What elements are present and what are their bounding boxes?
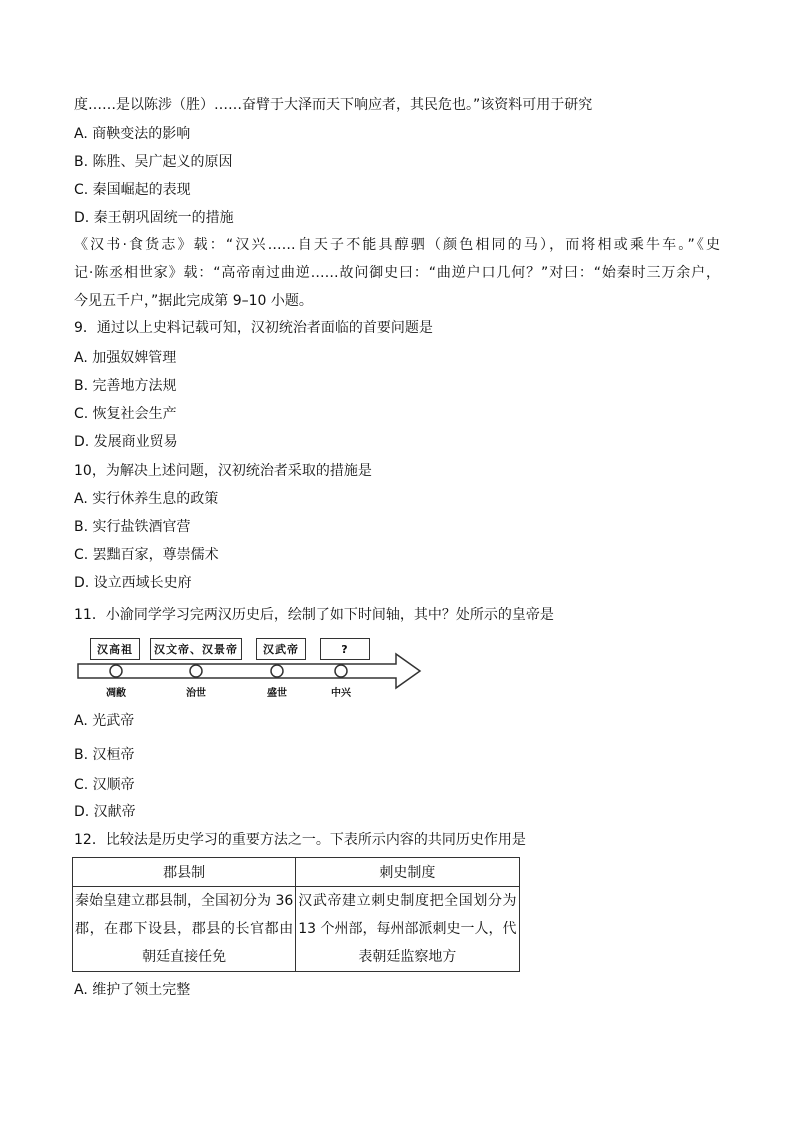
q9-option-b: B. 完善地方法规 — [74, 378, 177, 394]
comparison-table — [72, 857, 520, 972]
cell-text-line: 秦始皇建立郡县制，全国初分为 36 — [75, 893, 294, 909]
timeline-stage-1: 凋敝 — [106, 688, 126, 699]
q9-option-c: C. 恢复社会生产 — [74, 406, 177, 422]
q10-option-d: D. 设立西域长史府 — [74, 575, 192, 591]
q10-option-c: C. 罢黜百家，尊崇儒术 — [74, 547, 219, 563]
timeline-stage-2: 治世 — [186, 688, 206, 699]
q10-option-a: A. 实行休养生息的政策 — [74, 491, 219, 507]
q8-option-d: D. 秦王朝巩固统一的措施 — [74, 210, 234, 226]
timeline-node-3 — [271, 665, 283, 677]
table-row — [73, 887, 520, 972]
source-passage — [74, 235, 720, 283]
timeline-node-1 — [110, 665, 122, 677]
q11-option-a: A. 光武帝 — [74, 713, 135, 729]
q8-stem-tail: 度……是以陈涉（胜）……奋臂于大泽而天下响应者，其民危也。”该资料可用于研究 — [74, 97, 593, 113]
timeline-label-4: ? — [320, 638, 370, 660]
cell-text-line: 表朝廷监察地方 — [358, 949, 457, 965]
cell-text-line: 汉武帝建立刺史制度把全国划分为 — [298, 893, 517, 909]
q9-option-a: A. 加强奴婢管理 — [74, 350, 177, 366]
q8-option-b: B. 陈胜、吴广起义的原因 — [74, 154, 233, 170]
table-header-row — [73, 858, 520, 887]
table-header-junxian: 郡县制 — [73, 858, 296, 887]
q9-option-d: D. 发展商业贸易 — [74, 434, 178, 450]
source-passage-line-1: 《汉书·食货志》载：“汉兴……自天子不能具醇驷（颜色相同的马），而将相或乘牛车。”《史 — [74, 237, 720, 253]
q9-stem: 9．通过以上史料记载可知，汉初统治者面临的首要问题是 — [74, 320, 433, 336]
q10-option-b: B. 实行盐铁酒官营 — [74, 519, 191, 535]
cell-text-line: 朝廷直接任免 — [142, 949, 227, 965]
q11-stem: 11．小渝同学学习完两汉历史后，绘制了如下时间轴，其中？处所示的皇帝是 — [74, 607, 554, 623]
q12-stem: 12．比较法是历史学习的重要方法之一。下表所示内容的共同历史作用是 — [74, 832, 526, 848]
timeline-stage-4: 中兴 — [331, 688, 351, 699]
q10-stem: 10，为解决上述问题，汉初统治者采取的措施是 — [74, 463, 372, 479]
timeline-node-2 — [190, 665, 202, 677]
timeline-stage-3: 盛世 — [267, 688, 287, 699]
cell-text-line: 13 个州部，每州部派刺史一人，代 — [298, 921, 517, 937]
q8-option-c: C. 秦国崛起的表现 — [74, 182, 191, 198]
timeline-label-1: 汉高祖 — [90, 638, 140, 660]
source-passage-line-3: 今见五千户，”据此完成第 9–10 小题。 — [74, 293, 313, 309]
source-passage-line-2: 记·陈丞相世家》载：“高帝南过曲逆……故问御史曰：“曲逆户口几何？”对曰：“始秦时三万余户， — [74, 265, 720, 281]
timeline-figure — [74, 634, 424, 700]
table-cell-cishi — [296, 887, 519, 972]
table-cell-junxian — [73, 887, 296, 972]
q8-option-a: A. 商鞅变法的影响 — [74, 126, 191, 142]
q11-option-b: B. 汉桓帝 — [74, 747, 135, 763]
q12-option-a: A. 维护了领土完整 — [74, 982, 191, 998]
q11-option-c: C. 汉顺帝 — [74, 777, 135, 793]
timeline-label-2: 汉文帝、汉景帝 — [150, 638, 242, 660]
timeline-node-4 — [335, 665, 347, 677]
cell-text-line: 郡，在郡下设县，郡县的长官都由 — [75, 921, 294, 937]
timeline-label-3: 汉武帝 — [256, 638, 306, 660]
q11-option-d: D. 汉献帝 — [74, 804, 136, 820]
table-header-cishi: 刺史制度 — [296, 858, 519, 887]
